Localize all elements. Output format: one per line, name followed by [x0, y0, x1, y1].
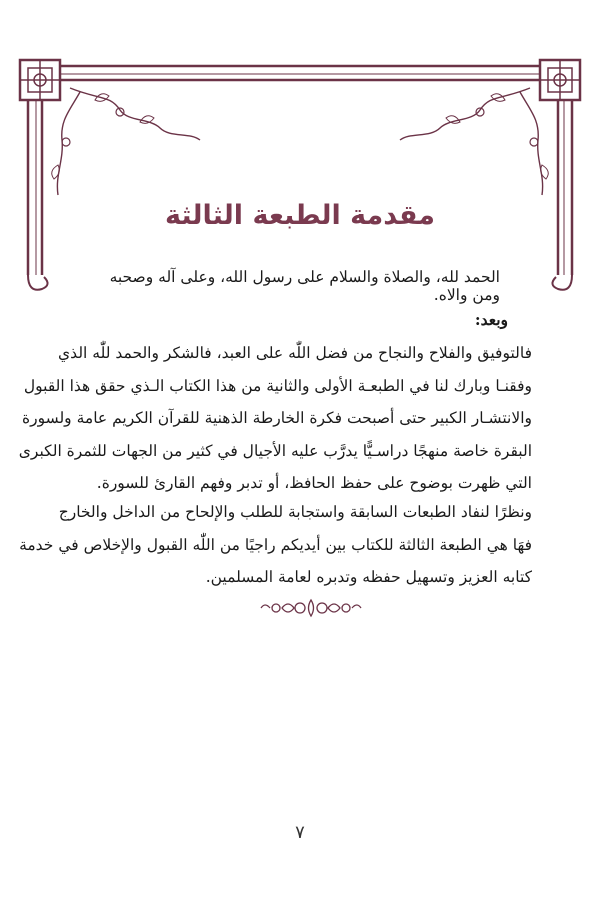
text-line: وفقنـا وبارك لنا في الطبعـة الأولى والثانية من هذا الكتاب الـذي حقق هذا القبول	[23, 376, 532, 395]
intro-text: الحمد لله، والصلاة والسلام على رسول الله، وعلى آله وصحبه ومن والاه.	[109, 268, 500, 304]
text-line: التي ظهرت بوضوح على حفظ الحافظ، أو تدبر وفهم القارئ للسورة.	[96, 474, 532, 492]
text-line: فهَا هي الطبعة الثالثة للكتاب بين أيديكم راجيًا من اللّٰه القبول والإخلاص في خدمة	[19, 535, 532, 554]
paragraph-2	[19, 496, 532, 594]
text-line: والانتشـار الكبير حتى أصبحت فكرة الخارطة الذهنية للقرآن الكريم عامة ولسورة	[22, 409, 532, 427]
divider-ornament	[258, 596, 364, 620]
text-line: كتابه العزيز وتسهيل حفظه وتدبره لعامة المسلمين.	[205, 568, 532, 586]
text-line: البقرة خاصة منهجًا دراسـيًّا يدرَّب عليه الأجيال في كثير من الجهات للثمرة الكبرى	[18, 441, 532, 460]
page-number: ٧	[295, 822, 305, 843]
text-line: ونظرًا لنفاد الطبعات السابقة واستجابة للطلب والإلحاح من الداخل والخارج	[58, 503, 532, 521]
paragraph-1	[18, 337, 532, 500]
section-opener: وبعد:	[474, 310, 508, 329]
page-title: مقدمة الطبعة الثالثة	[164, 200, 436, 231]
text-line: فالتوفيق والفلاح والنجاح من فضل اللّٰه على العبد، فالشكر والحمد للّٰه الذي	[58, 344, 532, 362]
